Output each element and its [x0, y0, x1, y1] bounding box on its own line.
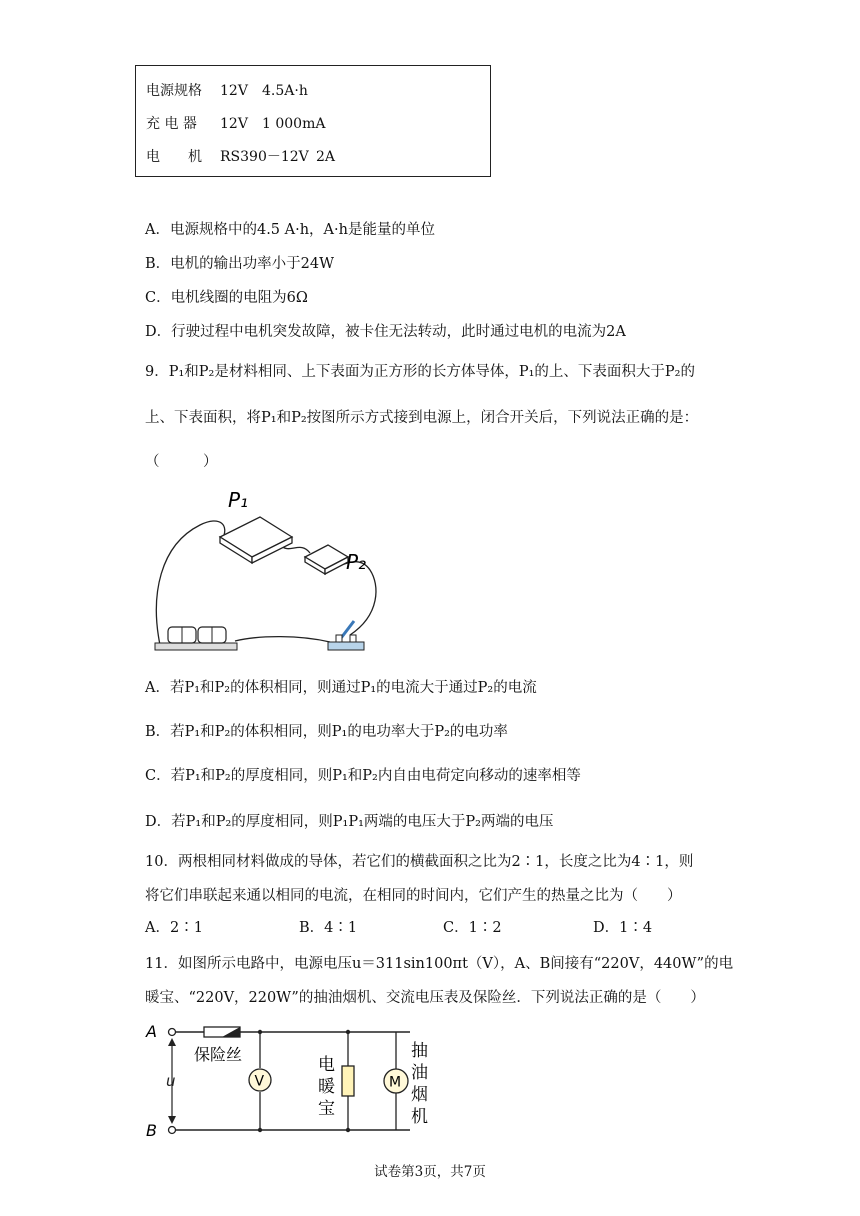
q8-option-a: A．电源规格中的4.5 A·h，A·h是能量的单位 — [145, 222, 435, 238]
q10-option-a: A．2∶1 — [145, 920, 203, 936]
p1-conductor — [220, 517, 292, 563]
q9-stem-line1: 9．P₁和P₂是材料相同、上下表面为正方形的长方体导体，P₁的上、下表面积大于P₂的 — [145, 364, 695, 380]
q9-circuit-figure — [150, 485, 390, 660]
heater-label-2: 暖 — [318, 1077, 335, 1097]
hood-label-3: 烟 — [411, 1085, 428, 1105]
q9-option-b: B．若P₁和P₂的体积相同，则P₁的电功率大于P₂的电功率 — [145, 724, 508, 740]
q9-answer-blank: （ ） — [145, 454, 218, 470]
switch-icon — [328, 621, 364, 650]
fuse-label: 保险丝 — [194, 1045, 243, 1064]
spec-row-charger — [146, 113, 325, 133]
q9-option-a: A．若P₁和P₂的体积相同，则通过P₁的电流大于通过P₂的电流 — [145, 680, 537, 696]
voltmeter-icon — [249, 1069, 271, 1091]
spec-value: RS390－12V — [220, 149, 309, 165]
battery-icon — [155, 627, 237, 650]
spec-value: 1 000mA — [262, 116, 326, 132]
spec-table — [135, 65, 491, 177]
terminal-b — [169, 1127, 176, 1134]
p1-label: P₁ — [228, 488, 249, 512]
heater-resistor-icon — [342, 1066, 354, 1096]
terminal-a — [169, 1029, 176, 1036]
spec-label: 电源规格 — [146, 83, 202, 99]
q8-option-c: C．电机线圈的电阻为6Ω — [145, 290, 308, 306]
spec-value: 12V — [220, 83, 248, 99]
hood-label-4: 机 — [411, 1107, 428, 1127]
spec-label: 充 电 器 — [146, 116, 197, 132]
spec-value: 4.5A·h — [262, 83, 308, 99]
q10-option-d: D．1∶4 — [593, 920, 653, 936]
q10-stem-line2: 将它们串联起来通以相同的电流，在相同的时间内，它们产生的热量之比为（ ） — [145, 888, 682, 904]
q8-option-d: D．行驶过程中电机突发故障，被卡住无法转动，此时通过电机的电流为2A — [145, 324, 626, 340]
q9-stem-line2: 上、下表面积，将P₁和P₂按图所示方式接到电源上，闭合开关后，下列说法正确的是： — [145, 410, 699, 426]
motor-symbol: M — [389, 1074, 402, 1091]
q11-stem-line1: 11．如图所示电路中，电源电压u＝311sin100πt（V），A、B间接有“220V，440W”的电 — [145, 956, 734, 972]
q11-circuit-figure — [140, 1018, 440, 1146]
q9-option-d: D．若P₁和P₂的厚度相同，则P₁P₁两端的电压大于P₂两端的电压 — [145, 814, 554, 830]
heater-label-1: 电 — [318, 1055, 335, 1075]
label-u: u — [166, 1072, 176, 1090]
q10-option-b: B．4∶1 — [299, 920, 358, 936]
label-a: A — [146, 1022, 157, 1041]
hood-label-1: 抽 — [411, 1041, 428, 1061]
spec-row-motor — [146, 146, 335, 166]
spec-row-power — [146, 80, 308, 100]
spec-label: 电 机 — [146, 149, 202, 165]
p2-conductor — [305, 545, 348, 574]
spec-value: 2A — [316, 149, 336, 165]
p2-label: P₂ — [346, 550, 367, 574]
q9-option-c: C．若P₁和P₂的厚度相同，则P₁和P₂内自由电荷定向移动的速率相等 — [145, 768, 581, 784]
label-b: B — [146, 1121, 157, 1140]
page-footer: 试卷第3页，共7页 — [374, 1164, 486, 1180]
spec-value: 12V — [220, 116, 248, 132]
voltmeter-symbol: V — [254, 1073, 265, 1090]
q10-stem-line1: 10．两根相同材料做成的导体，若它们的横截面积之比为2∶1，长度之比为4∶1，则 — [145, 854, 694, 870]
hood-label-2: 油 — [411, 1063, 428, 1083]
q8-option-b: B．电机的输出功率小于24W — [145, 256, 335, 272]
q11-stem-line2: 暖宝、“220V，220W”的抽油烟机、交流电压表及保险丝．下列说法正确的是（ ） — [145, 990, 705, 1006]
fuse-icon — [204, 1027, 240, 1037]
heater-label-3: 宝 — [318, 1099, 335, 1119]
motor-icon — [384, 1069, 408, 1093]
q10-option-c: C．1∶2 — [443, 920, 502, 936]
